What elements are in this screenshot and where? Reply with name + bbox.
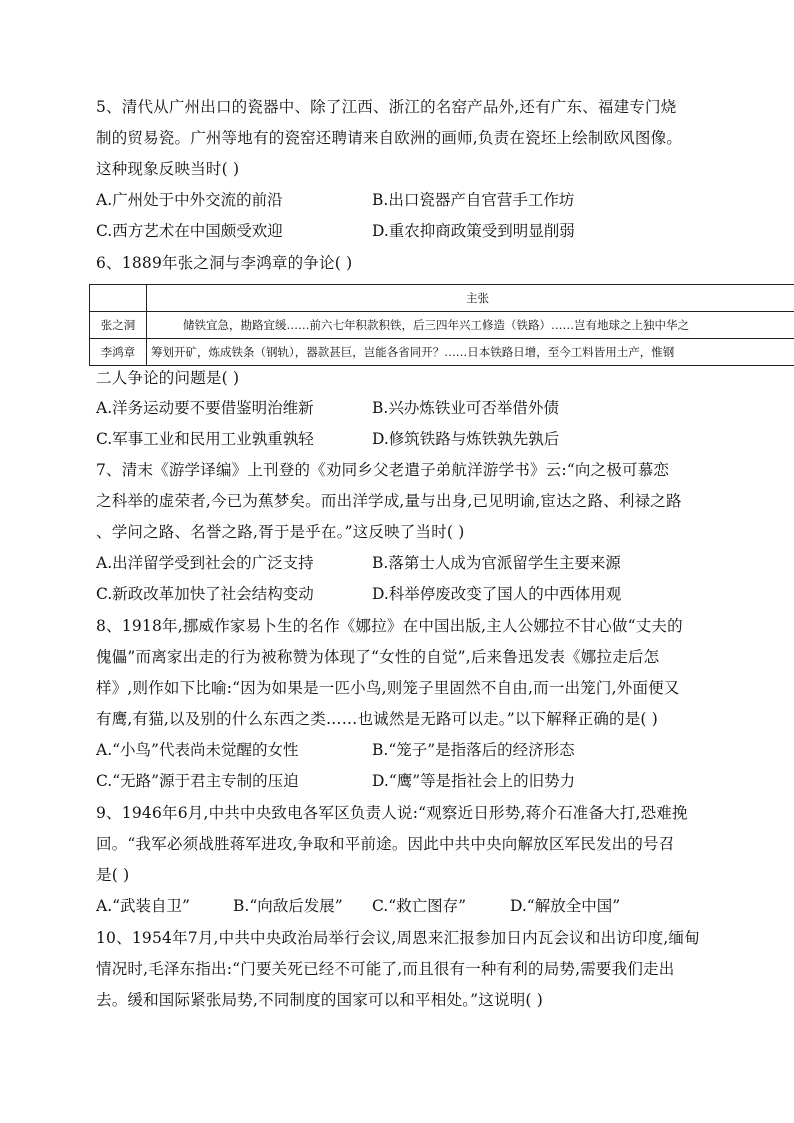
q7-line-3: 、学问之路、名誉之路,胥于是乎在。”这反映了当时( ) <box>96 523 465 541</box>
q7-option-b: B.落第士人成为官派留学生主要来源 <box>372 554 621 572</box>
table-row <box>90 339 794 366</box>
q5-line-1: 5、清代从广州出口的瓷器中、除了江西、浙江的名窑产品外,还有广东、福建专门烧 <box>96 98 677 116</box>
q9-line-3: 是( ) <box>96 866 130 884</box>
q5-option-a: A.广州处于中外交流的前沿 <box>96 191 283 209</box>
q6-option-c: C.军事工业和民用工业孰重孰轻 <box>96 430 314 448</box>
q5-line-2: 制的贸易瓷。广州等地有的瓷窑还聘请来自欧洲的画师,负责在瓷坯上绘制欧风图像。 <box>96 129 683 147</box>
q8-option-d: D.“鹰”等是指社会上的旧势力 <box>372 772 576 790</box>
q6-table <box>89 284 794 366</box>
q5-line-3: 这种现象反映当时( ) <box>96 160 240 178</box>
q5-option-b: B.出口瓷器产自官营手工作坊 <box>372 191 575 209</box>
q6-option-d: D.修筑铁路与炼铁孰先孰后 <box>372 430 560 448</box>
q9-option-b: B.“向敌后发展” <box>233 897 343 915</box>
table-cell-name: 李鸿章 <box>90 339 147 366</box>
q6-table-wrapper <box>89 284 794 368</box>
table-row <box>90 312 794 339</box>
q8-line-4: 有鹰,有猫,以及别的什么东西之类……也诚然是无路可以走。”以下解释正确的是( ) <box>96 710 659 728</box>
table-header-empty <box>90 285 147 312</box>
q9-option-d: D.“解放全中国” <box>510 897 621 915</box>
q10-line-1: 10、1954年7月,中共中央政治局举行会议,周恩来汇报参加日内瓦会议和出访印度,缅甸 <box>96 929 700 947</box>
q6-stem: 6、1889年张之洞与李鸿章的争论( ) <box>96 254 353 272</box>
q9-option-a: A.“武装自卫” <box>96 897 190 915</box>
q7-option-a: A.出洋留学受到社会的广泛支持 <box>96 554 314 572</box>
q7-option-d: D.科举停废改变了国人的中西体用观 <box>372 585 622 603</box>
table-cell-name: 张之洞 <box>90 312 147 339</box>
q9-line-2: 回。“我军必须战胜蒋军进攻,争取和平前途。因此中共中央向解放区军民发出的号召 <box>96 835 675 853</box>
q6-option-a: A.洋务运动要不要借鉴明治维新 <box>96 399 314 417</box>
q7-option-c: C.新政改革加快了社会结构变动 <box>96 585 314 603</box>
q7-line-1: 7、清末《游学译编》上刊登的《劝同乡父老遣子弟航洋游学书》云:“向之极可慕恋 <box>96 461 670 479</box>
q8-option-c: C.“无路”源于君主专制的压迫 <box>96 772 299 790</box>
q9-line-1: 9、1946年6月,中共中央致电各军区负责人说:“观察近日形势,蒋介石准备大打,恐难挽 <box>96 804 688 822</box>
q5-option-d: D.重农抑商政策受到明显削弱 <box>372 222 575 240</box>
q8-option-a: A.“小鸟”代表尚未觉醒的女性 <box>96 741 299 759</box>
q6-option-b: B.兴办炼铁业可否举借外债 <box>372 399 559 417</box>
table-row <box>90 285 794 312</box>
q9-option-c: C.“救亡图存” <box>372 897 467 915</box>
q8-option-b: B.“笼子”是指落后的经济形态 <box>372 741 575 759</box>
q5-option-c: C.西方艺术在中国颇受欢迎 <box>96 222 283 240</box>
table-header: 主张 <box>147 285 794 312</box>
table-cell-text: 储铁宜急，勘路宜缓……前六七年积款积铁，后三四年兴工修造（铁路）……岂有地球之上独中华之 <box>147 312 794 339</box>
q10-line-3: 去。缓和国际紧张局势,不同制度的国家可以和平相处。”这说明( ) <box>96 991 544 1009</box>
q8-line-2: 傀儡”而离家出走的行为被称赞为体现了“女性的自觉”,后来鲁迅发表《娜拉走后怎 <box>96 648 660 666</box>
q7-line-2: 之科举的虚荣者,今已为蕉梦矣。而出洋学成,量与出身,已见明谕,宦达之路、利禄之路 <box>96 492 682 510</box>
q8-line-3: 样》,则作如下比喻:“因为如果是一匹小鸟,则笼子里固然不自由,而一出笼门,外面便又 <box>96 679 680 697</box>
q6-after: 二人争论的问题是( ) <box>96 369 240 387</box>
q8-line-1: 8、1918年,挪威作家易卜生的名作《娜拉》在中国出版,主人公娜拉不甘心做“丈夫的 <box>96 617 683 635</box>
q10-line-2: 情况时,毛泽东指出:“门要关死已经不可能了,而且很有一种有利的局势,需要我们走出 <box>96 960 675 978</box>
table-cell-text: 筹划开矿，炼成铁条（钢轨），器款甚巨，岂能各省同开？……日本铁路日增，至今工料皆用土产，惟钢 <box>147 339 794 366</box>
